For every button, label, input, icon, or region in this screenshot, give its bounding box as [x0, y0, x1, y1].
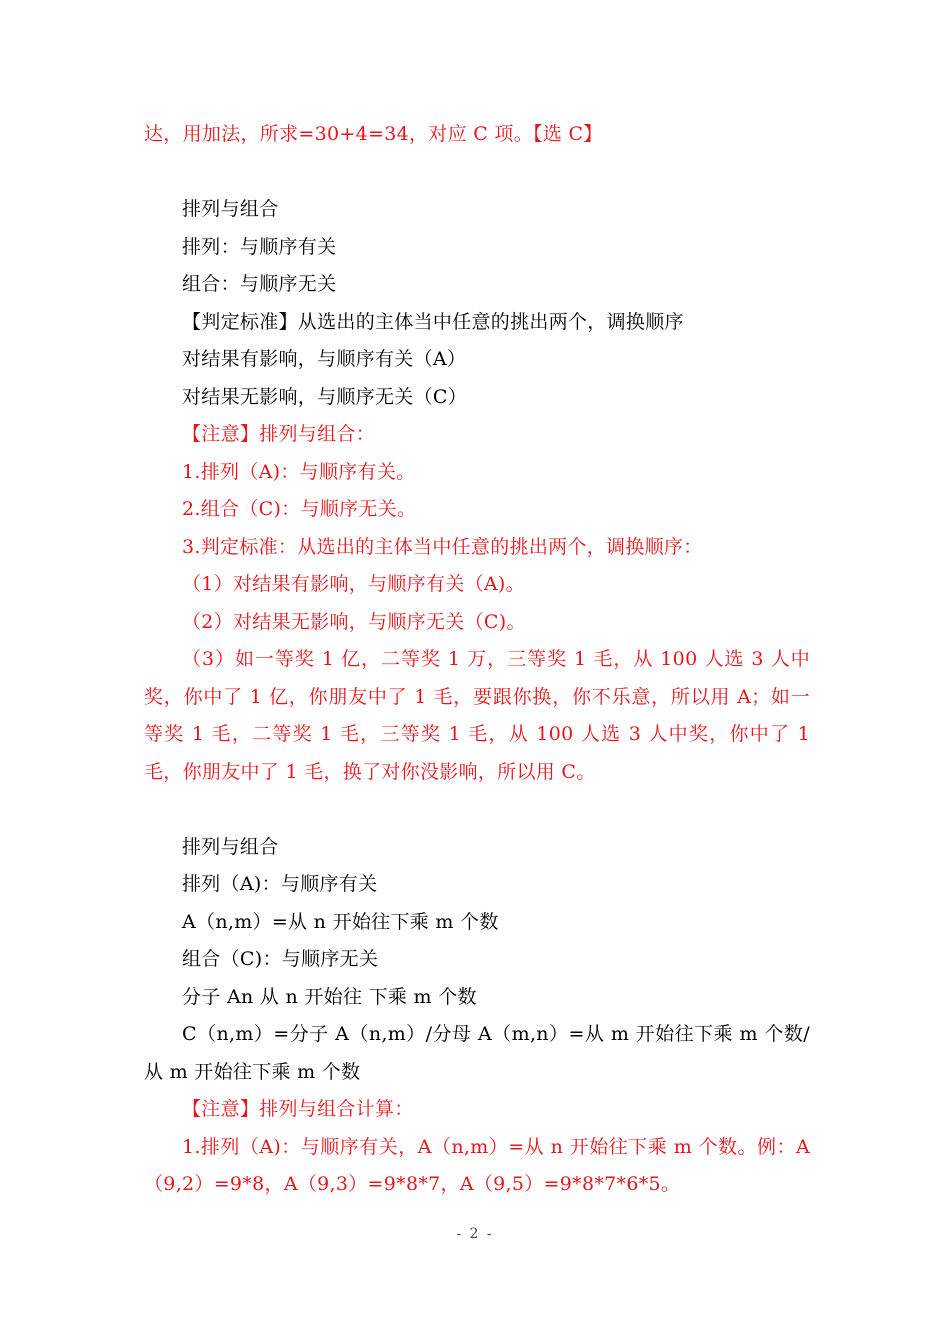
page-number: - 2 - [456, 1226, 494, 1242]
section1-combination: 组合：与顺序无关 [182, 273, 337, 295]
section2-permutation: 排列（A)：与顺序有关 [182, 873, 378, 895]
note1-title: 【注意】排列与组合： [182, 423, 376, 445]
note1-item3b: （2）对结果无影响，与顺序无关（C)。 [182, 610, 526, 633]
section2-numerator: 分子 An 从 n 开始往 下乘 m 个数 [182, 985, 477, 1008]
note2-title: 【注意】排列与组合计算： [182, 1098, 414, 1120]
note1-item2: 2.组合（C)：与顺序无关。 [182, 498, 417, 520]
note1-item3a: （1）对结果有影响，与顺序有关（A)。 [182, 573, 525, 595]
spacer [144, 791, 810, 829]
note1-item1: 1.排列（A)：与顺序有关。 [182, 460, 416, 483]
spacer [144, 154, 810, 192]
section1-rule: 【判定标准】从选出的主体当中任意的挑出两个，调换顺序 [182, 310, 684, 333]
section2-combination-formula: C（n,m）=分子 A（n,m）/分母 A（m,n）=从 m 开始往下乘 m 个数/从 m 开始往下乘 m 个数 [144, 1023, 810, 1083]
page-content [144, 116, 810, 1204]
section1-title: 排列与组合 [182, 198, 279, 220]
note1-item3c: （3）如一等奖 1 亿，二等奖 1 万，三等奖 1 毛，从 100 人选 3 人中奖，你中了 1 亿，你朋友中了 1 毛，要跟你换，你不乐意，所以用 A；如一等奖 1 毛，二等奖 1 毛，三等奖 1 毛，从 100 人选 3 人中奖，你中了 1 毛，你朋友中了 1 毛，换了对你没影响，所以用 C。 [144, 648, 810, 783]
section2-title: 排列与组合 [182, 835, 279, 858]
section2-permutation-formula: A（n,m）=从 n 开始往下乘 m 个数 [182, 910, 499, 933]
section2-combination: 组合（C)：与顺序无关 [182, 948, 379, 970]
note2-item1: 1.排列（A)：与顺序有关，A（n,m）=从 n 开始往下乘 m 个数。例：A（9,2）=9*8，A（9,3）=9*8*7，A（9,5）=9*8*7*6*5。 [144, 1135, 810, 1195]
note1-item3: 3.判定标准：从选出的主体当中任意的挑出两个，调换顺序： [182, 535, 703, 558]
section1-permutation: 排列：与顺序有关 [182, 235, 337, 258]
answer-line: 达，用加法，所求=30+4=34，对应 C 项。【选 C】 [144, 123, 603, 145]
section1-no-effect: 对结果无影响，与顺序无关（C） [182, 385, 468, 408]
section1-effect: 对结果有影响，与顺序有关（A） [182, 348, 467, 370]
